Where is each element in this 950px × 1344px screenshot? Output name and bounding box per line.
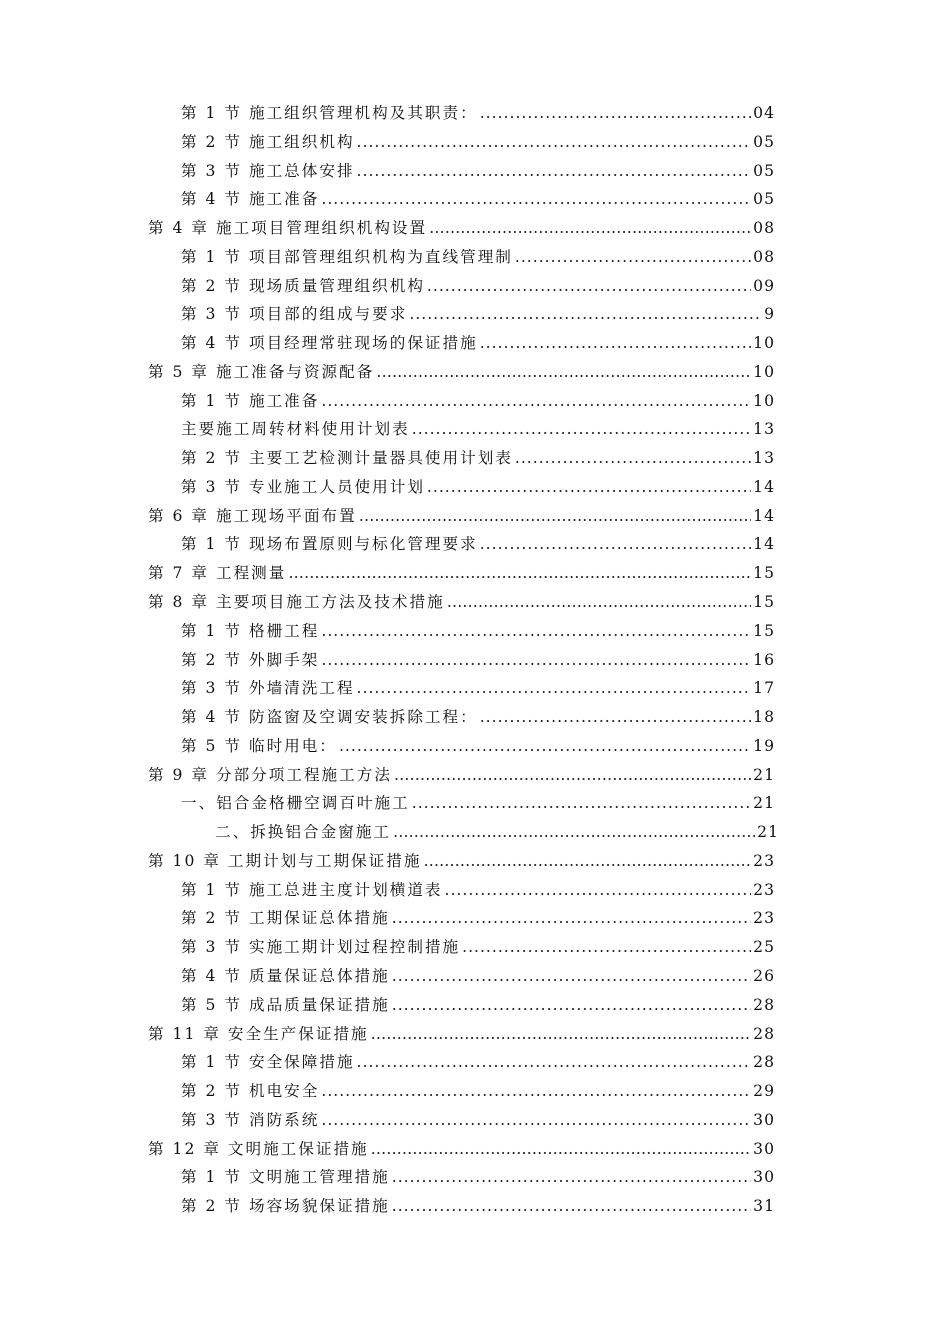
toc-page-number: 21 (757, 823, 779, 842)
toc-dot-leader (339, 732, 751, 761)
toc-page-number: 19 (753, 736, 775, 755)
toc-dot-leader (427, 473, 751, 502)
toc-page-number: 04 (753, 104, 775, 122)
toc-section-entry[interactable] (181, 272, 775, 301)
toc-page-number: 28 (753, 1053, 775, 1072)
toc-dot-leader (392, 962, 751, 991)
toc-section-entry[interactable] (181, 1192, 775, 1221)
toc-page-number: 31 (753, 1197, 775, 1216)
toc-entry-title: 第 2 节 工期保证总体措施 (181, 909, 390, 928)
toc-page-number: 23 (753, 851, 775, 870)
toc-section-entry[interactable] (181, 99, 775, 128)
toc-section-entry[interactable] (181, 387, 775, 416)
toc-entry-title: 第 1 节 项目部管理组织机构为直线管理制 (181, 247, 513, 266)
toc-page-number: 14 (753, 506, 775, 525)
toc-entry-title: 第 3 节 专业施工人员使用计划 (181, 477, 425, 496)
toc-page-number: 05 (753, 190, 775, 209)
toc-dot-leader (409, 300, 762, 329)
toc-dot-leader (423, 847, 751, 876)
toc-section-entry[interactable] (181, 732, 775, 761)
toc-entry-title: 第 4 节 质量保证总体措施 (181, 966, 390, 985)
toc-chapter-entry[interactable] (148, 502, 775, 531)
toc-entry-title: 第 7 章 工程测量 (148, 564, 287, 583)
toc-entry-title: 第 1 节 格栅工程 (181, 621, 320, 640)
toc-section-entry[interactable] (181, 674, 775, 703)
toc-entry-title: 第 2 节 现场质量管理组织机构 (181, 276, 425, 295)
toc-section-entry[interactable] (181, 185, 775, 214)
toc-section-entry[interactable] (181, 157, 775, 186)
toc-section-entry[interactable] (181, 962, 775, 991)
toc-entry-title: 第 3 节 消防系统 (181, 1110, 320, 1129)
toc-entry-title: 第 1 节 施工总进主度计划横道表 (181, 880, 443, 899)
toc-section-entry[interactable] (181, 128, 775, 157)
toc-entry-title: 第 8 章 主要项目施工方法及技术措施 (148, 593, 445, 612)
toc-section-entry[interactable] (181, 1106, 775, 1135)
toc-entry-title: 第 5 节 成品质量保证措施 (181, 995, 390, 1014)
toc-dot-leader (392, 904, 751, 933)
toc-dot-leader (427, 272, 751, 301)
toc-page-number: 13 (753, 420, 775, 439)
toc-page-number: 08 (753, 219, 775, 238)
toc-page-number: 14 (753, 535, 775, 554)
toc-chapter-entry[interactable] (148, 1135, 775, 1164)
toc-entry-title: 第 2 节 施工组织机构 (181, 132, 355, 151)
toc-dot-leader (412, 789, 751, 818)
toc-dot-leader (393, 818, 755, 847)
toc-section-entry[interactable] (181, 703, 775, 732)
toc-entry-title: 第 1 节 现场布置原则与标化管理要求 (181, 535, 478, 554)
toc-section-entry[interactable] (181, 300, 775, 329)
toc-dot-leader (429, 214, 751, 243)
toc-entry-title: 第 12 章 文明施工保证措施 (148, 1139, 369, 1158)
toc-section-entry[interactable] (181, 1077, 775, 1106)
toc-entry-title: 第 5 章 施工准备与资源配备 (148, 362, 375, 381)
toc-entry-title: 一、铝合金格栅空调百叶施工 (181, 794, 410, 813)
toc-dot-leader (288, 559, 751, 588)
toc-entry-title: 第 9 章 分部分项工程施工方法 (148, 765, 392, 784)
toc-entry-title: 第 1 节 施工组织管理机构及其职责： (181, 104, 478, 122)
toc-entry-title: 第 3 节 外墙清洗工程 (181, 679, 355, 698)
toc-entry-title: 第 2 节 主要工艺检测计量器具使用计划表 (181, 449, 513, 468)
toc-page-number: 10 (753, 362, 775, 381)
toc-page-number: 30 (753, 1110, 775, 1129)
toc-page-number: 14 (753, 477, 775, 496)
toc-entry-title: 第 1 节 施工准备 (181, 391, 320, 410)
toc-entry-title: 第 1 节 文明施工管理措施 (181, 1168, 390, 1187)
toc-page-number: 05 (753, 161, 775, 180)
toc-dot-leader (371, 1135, 752, 1164)
toc-dot-leader (515, 243, 751, 272)
toc-dot-leader (445, 876, 752, 905)
toc-dot-leader (447, 588, 751, 617)
toc-dot-leader (392, 1163, 751, 1192)
toc-entry-title: 第 1 节 安全保障措施 (181, 1053, 355, 1072)
toc-page-number: 16 (753, 650, 775, 669)
toc-page-number: 23 (753, 880, 775, 899)
toc-entry-title: 主要施工周转材料使用计划表 (181, 420, 410, 439)
toc-entry-title: 第 4 章 施工项目管理组织机构设置 (148, 219, 428, 238)
toc-entry-title: 第 3 节 实施工期计划过程控制措施 (181, 938, 461, 957)
toc-page-number: 28 (753, 1024, 775, 1043)
toc-section-entry[interactable] (181, 933, 775, 962)
toc-section-entry[interactable] (181, 1163, 775, 1192)
toc-page-number: 15 (753, 564, 775, 583)
toc-entry-title: 第 4 节 项目经理常驻现场的保证措施 (181, 334, 478, 353)
toc-chapter-entry[interactable] (148, 588, 775, 617)
toc-page-number: 05 (753, 132, 775, 151)
toc-section-entry[interactable] (181, 789, 775, 818)
toc-page-number: 23 (753, 909, 775, 928)
toc-dot-leader (392, 991, 751, 1020)
toc-dot-leader (515, 444, 751, 473)
toc-dot-leader (321, 1106, 751, 1135)
toc-entry-title: 第 4 节 防盗窗及空调安装拆除工程： (181, 708, 478, 727)
toc-dot-leader (480, 99, 751, 128)
toc-section-entry[interactable] (215, 818, 779, 847)
toc-dot-leader (394, 761, 751, 790)
toc-dot-leader (480, 530, 751, 559)
toc-page-number: 17 (753, 679, 775, 698)
toc-entry-title: 第 2 节 机电安全 (181, 1082, 320, 1101)
toc-entry-title: 第 10 章 工期计划与工期保证措施 (148, 851, 422, 870)
toc-page-number: 13 (753, 449, 775, 468)
toc-dot-leader (321, 1077, 751, 1106)
toc-page-number: 26 (753, 966, 775, 985)
toc-page-number: 10 (753, 391, 775, 410)
toc-page-number: 15 (753, 593, 775, 612)
toc-page-number: 21 (753, 765, 775, 784)
toc-section-entry[interactable] (181, 646, 775, 675)
toc-dot-leader (480, 703, 751, 732)
toc-chapter-entry[interactable] (148, 214, 775, 243)
toc-chapter-entry[interactable] (148, 559, 775, 588)
toc-dot-leader (321, 646, 751, 675)
toc-entry-title: 第 2 节 外脚手架 (181, 650, 320, 669)
toc-dot-leader (357, 128, 752, 157)
toc-entry-title: 第 11 章 安全生产保证措施 (148, 1024, 369, 1043)
toc-page-number: 30 (753, 1168, 775, 1187)
toc-section-entry[interactable] (181, 415, 775, 444)
toc-section-entry[interactable] (181, 876, 775, 905)
toc-section-entry[interactable] (181, 329, 775, 358)
toc-section-entry[interactable] (181, 991, 775, 1020)
toc-section-entry[interactable] (181, 617, 775, 646)
toc-dot-leader (412, 415, 751, 444)
toc-entry-title: 第 3 节 施工总体安排 (181, 161, 355, 180)
toc-page-number: 18 (753, 708, 775, 727)
toc-page-number: 08 (753, 247, 775, 266)
toc-dot-leader (371, 1020, 752, 1049)
toc-dot-leader (462, 933, 751, 962)
toc-page-number: 30 (753, 1139, 775, 1158)
toc-page-number: 21 (753, 794, 775, 813)
toc-entry-title: 第 2 节 场容场貌保证措施 (181, 1197, 390, 1216)
toc-section-entry[interactable] (181, 444, 775, 473)
toc-dot-leader (357, 157, 752, 186)
toc-entry-title: 第 4 节 施工准备 (181, 190, 320, 209)
toc-section-entry[interactable] (181, 473, 775, 502)
toc-dot-leader (359, 502, 751, 531)
toc-chapter-entry[interactable] (148, 358, 775, 387)
toc-entry-title: 第 6 章 施工现场平面布置 (148, 506, 357, 525)
toc-dot-leader (357, 674, 752, 703)
table-of-contents (0, 99, 950, 1221)
toc-section-entry[interactable] (181, 530, 775, 559)
toc-page-number: 15 (753, 621, 775, 640)
toc-dot-leader (376, 358, 751, 387)
toc-dot-leader (392, 1192, 751, 1221)
toc-page-number: 25 (753, 938, 775, 957)
toc-dot-leader (480, 329, 751, 358)
toc-entry-title: 第 3 节 项目部的组成与要求 (181, 305, 408, 324)
toc-page-number: 28 (753, 995, 775, 1014)
toc-dot-leader (321, 387, 751, 416)
toc-section-entry[interactable] (181, 904, 775, 933)
toc-page-number: 29 (753, 1082, 775, 1101)
toc-section-entry[interactable] (181, 243, 775, 272)
toc-entry-title: 二、拆换铝合金窗施工 (215, 823, 391, 842)
toc-chapter-entry[interactable] (148, 1020, 775, 1049)
toc-page-number: 9 (764, 305, 775, 324)
toc-dot-leader (321, 617, 751, 646)
toc-section-entry[interactable] (181, 1048, 775, 1077)
toc-chapter-entry[interactable] (148, 847, 775, 876)
toc-page-number: 09 (753, 276, 775, 295)
toc-dot-leader (321, 185, 751, 214)
toc-dot-leader (357, 1048, 752, 1077)
toc-entry-title: 第 5 节 临时用电： (181, 736, 337, 755)
toc-page-number: 10 (753, 334, 775, 353)
toc-chapter-entry[interactable] (148, 761, 775, 790)
